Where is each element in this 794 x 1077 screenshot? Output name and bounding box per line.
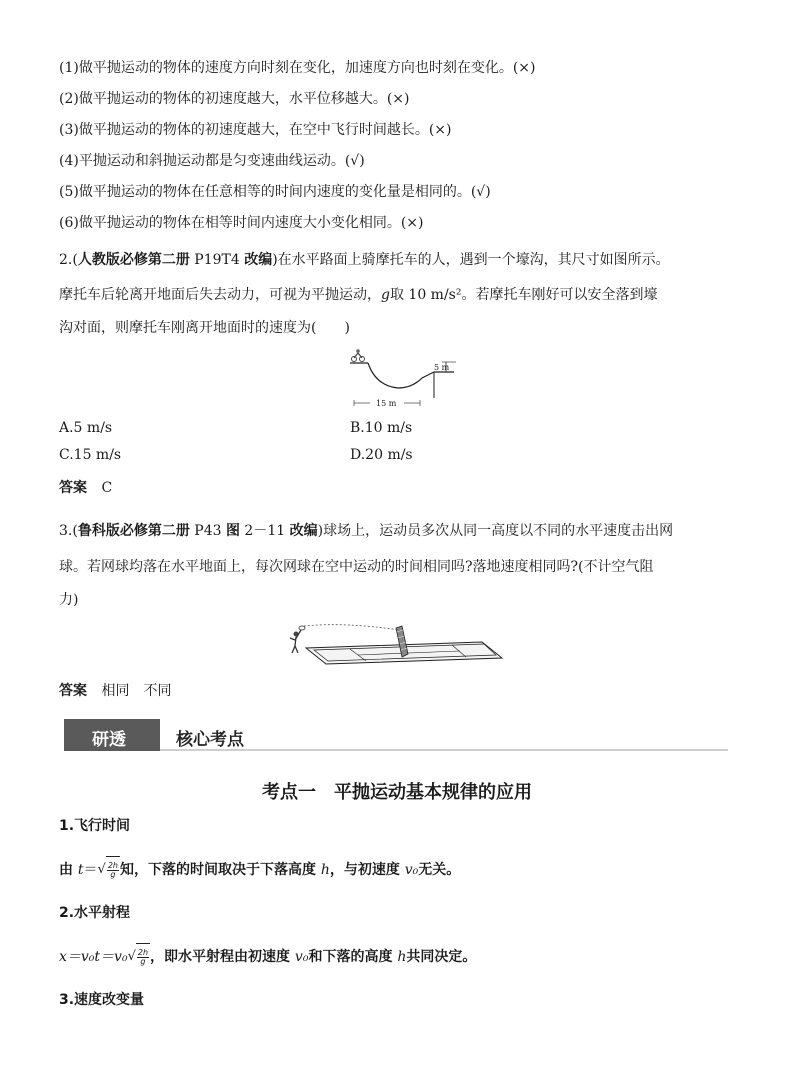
fraction-denominator: g — [110, 870, 116, 879]
v0-symbol: v₀ — [294, 949, 309, 965]
question-3-source-num: 2－11 — [244, 523, 286, 539]
point-2-title: 2.水平射程 — [59, 905, 131, 921]
question-2-line-3: 沟对面，则摩托车刚离开地面时的速度为( ) — [59, 320, 350, 336]
height-label: 5 m — [434, 363, 450, 372]
statement-2: (2)做平抛运动的物体的初速度越大，水平位移越大。(×) — [59, 91, 410, 107]
statement-6: (6)做平抛运动的物体在相等时间内速度大小变化相同。(×) — [59, 215, 424, 231]
h-symbol: h — [397, 949, 407, 965]
question-2-source: 人教版必修第二册 — [77, 252, 190, 268]
question-3-number: 3.( — [59, 523, 78, 539]
tennis-player-icon — [290, 626, 305, 653]
question-3-text-1: )球场上，运动员多次从同一高度以不同的水平速度击出网 — [317, 523, 674, 539]
option-c: C.15 m/s — [59, 447, 122, 463]
answer-label: 答案 — [59, 480, 87, 496]
question-2-line-1 — [59, 250, 670, 270]
answer-value: 相同 不同 — [101, 683, 172, 699]
question-3-line-3: 力) — [59, 592, 79, 608]
answer-label: 答案 — [59, 683, 87, 699]
text: 由 — [59, 862, 73, 878]
statement-5: (5)做平抛运动的物体在任意相等的时间内速度的变化量是相同的。(√) — [59, 184, 491, 200]
question-3-source-tail: 改编 — [289, 523, 318, 539]
motorcycle-icon — [352, 349, 365, 361]
equals: ＝ — [83, 862, 98, 878]
t-symbol: t — [77, 862, 84, 878]
banner-tag: 研透 — [92, 730, 126, 750]
question-2-line-2 — [59, 285, 657, 305]
option-a: A.5 m/s — [59, 420, 113, 436]
banner-rule — [160, 749, 728, 751]
answer-value: C — [101, 480, 113, 496]
text: 和下落的高度 — [308, 949, 393, 965]
question-2-number: 2.( — [59, 252, 78, 268]
section-banner — [64, 719, 728, 753]
fraction-numerator: 2h — [137, 948, 149, 957]
banner-title: 核心考点 — [176, 730, 244, 750]
question-2-text-2a: 摩托车后轮离开地面后失去动力，可视为平抛运动， — [59, 287, 381, 303]
question-3-line-2: 球。若网球均落在水平地面上，每次网球在空中运动的时间相同吗?落地速度相同吗?(不计空气阻 — [59, 559, 654, 575]
range-formula: x＝v₀t＝v₀ — [59, 949, 128, 965]
statement-1: (1)做平抛运动的物体的速度方向时刻在变化，加速度方向也时刻在变化。(×) — [59, 60, 536, 76]
question-2-text-1: )在水平路面上骑摩托车的人，遇到一个壕沟，其尺寸如图所示。 — [272, 252, 670, 268]
question-3-source-fig: 图 — [225, 523, 240, 539]
sqrt-2h-over-g: √ $\frac{2h}{g}$ — [128, 943, 150, 971]
sqrt-2h-over-g: √ $\frac{2h}{g}$ — [98, 856, 120, 884]
tennis-court-figure — [284, 620, 504, 666]
text: 知，下落的时间取决于下落高度 — [119, 862, 316, 878]
statement-3: (3)做平抛运动的物体的初速度越大，在空中飞行时间越长。(×) — [59, 122, 452, 138]
ditch-figure — [346, 348, 458, 410]
fraction-denominator: g — [140, 957, 146, 966]
gravity-symbol: g — [381, 287, 390, 303]
option-b: B.10 m/s — [350, 420, 413, 436]
width-label: 15 m — [376, 399, 397, 408]
question-2-source-ref: P19T4 — [194, 252, 240, 268]
question-3-source-ref: P43 — [194, 523, 222, 539]
text: ，即水平射程由初速度 — [150, 949, 291, 965]
text: ，与初速度 — [329, 862, 400, 878]
section-title: 考点一 平抛运动基本规律的应用 — [262, 782, 532, 803]
question-2-text-2b: 取 10 m/s²。若摩托车刚好可以安全落到壕 — [389, 287, 658, 303]
question-3-answer — [59, 681, 171, 701]
question-2-answer — [59, 478, 112, 498]
point-1-body — [59, 856, 460, 884]
fraction-numerator: 2h — [107, 861, 118, 870]
v0-symbol: v₀ — [404, 862, 419, 878]
question-3-source: 鲁科版必修第二册 — [77, 523, 190, 539]
question-2-source-tail: 改编 — [244, 252, 273, 268]
question-3-line-1 — [59, 521, 673, 541]
h-symbol: h — [320, 862, 330, 878]
banner-separator — [160, 719, 163, 751]
point-3-title: 3.速度改变量 — [59, 992, 145, 1008]
point-1-title: 1.飞行时间 — [59, 818, 131, 834]
text: 共同决定。 — [406, 949, 477, 965]
text: 无关。 — [418, 862, 461, 878]
option-d: D.20 m/s — [350, 447, 413, 463]
statement-4: (4)平抛运动和斜抛运动都是匀变速曲线运动。(√) — [59, 153, 365, 169]
point-2-body — [59, 943, 476, 971]
